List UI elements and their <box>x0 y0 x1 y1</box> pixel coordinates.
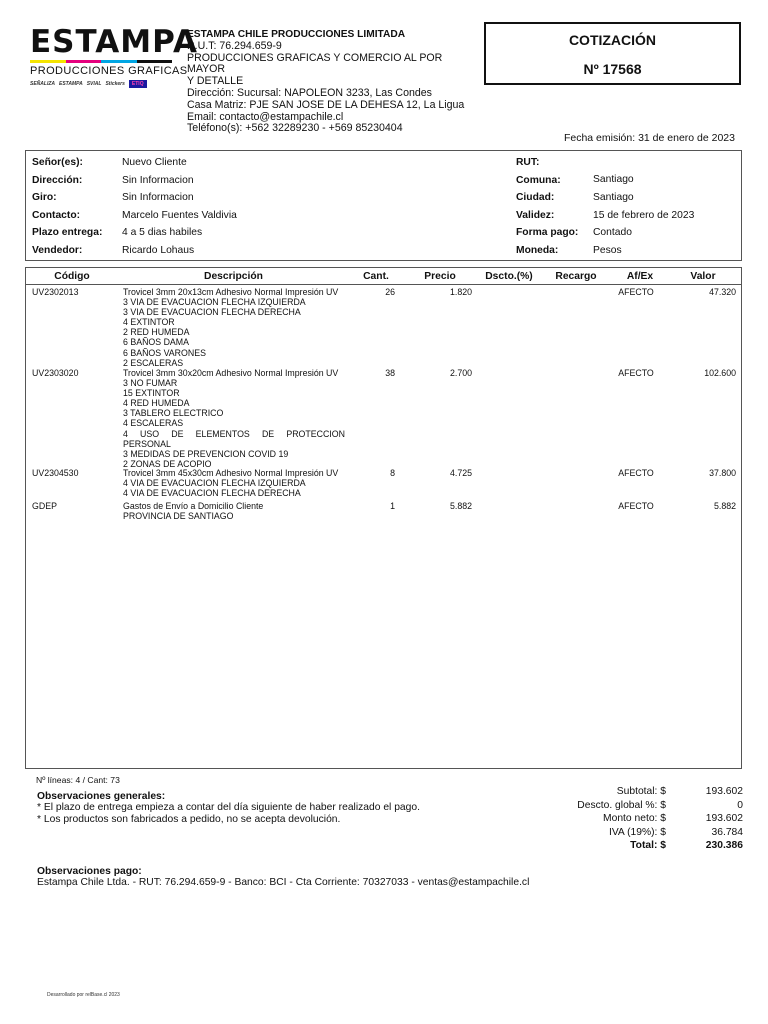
client-info-box <box>25 150 742 261</box>
logo-bar-black <box>137 60 173 63</box>
item-description <box>123 501 345 521</box>
description-line: 6 BAÑOS DAMA <box>123 337 189 348</box>
totals-label: Monto neto: $ <box>603 813 666 825</box>
client-label: Señor(es): <box>32 157 83 168</box>
description-line: Trovicel 3mm 45x30cm Adhesivo Normal Impresión UV <box>123 468 339 478</box>
company-activity: PRODUCCIONES GRAFICAS Y COMERCIO AL POR MAYOR <box>187 51 443 76</box>
item-code: UV2303020 <box>32 368 79 378</box>
totals-value: 36.784 <box>711 826 743 838</box>
totals-label: Subtotal: $ <box>616 786 666 797</box>
brand-logo: SEÑALIZA <box>30 81 55 87</box>
brand-logos <box>30 80 176 88</box>
client-label: RUT: <box>516 157 540 168</box>
client-label: Giro: <box>32 192 57 203</box>
quote-title: COTIZACIÓN <box>568 32 657 48</box>
company-name: ESTAMPA CHILE PRODUCCIONES LIMITADA <box>187 29 406 40</box>
client-value: Nuevo Cliente <box>122 157 187 168</box>
description-line: 4 USO DE ELEMENTOS DE PROTECCION PERSONAL <box>123 428 345 449</box>
description-line: 4 VIA DE EVACUACION FLECHA IZQUIERDA <box>123 478 306 489</box>
description-line: 4 EXTINTOR <box>123 317 175 328</box>
client-label: Forma pago: <box>516 227 579 238</box>
totals-row <box>520 827 743 841</box>
client-value: Sin Informacion <box>122 175 194 186</box>
item-code: UV2302013 <box>32 287 79 297</box>
client-label: Plazo entrega: <box>32 227 103 238</box>
company-rut: R.U.T: 76.294.659-9 <box>187 39 282 52</box>
client-value: 4 a 5 dias habiles <box>122 227 203 238</box>
description-line: 4 ESCALERAS <box>123 418 184 429</box>
brand-logo: ETIQ <box>129 80 147 88</box>
logo-bar-yellow <box>30 60 66 63</box>
item-price: 4.725 <box>449 468 472 478</box>
company-email: Email: contacto@estampachile.cl <box>187 110 344 123</box>
description-line: 3 VIA DE EVACUACION FLECHA IZQUIERDA <box>123 297 306 308</box>
totals-label: IVA (19%): $ <box>608 826 666 838</box>
description-line: 3 VIA DE EVACUACION FLECHA DERECHA <box>123 307 301 318</box>
logo-bar-cyan <box>101 60 137 63</box>
company-branch: Dirección: Sucursal: NAPOLEON 3233, Las Condes <box>187 86 432 99</box>
description-line: 4 RED HUMEDA <box>123 398 190 409</box>
column-header-value: Valor <box>690 271 716 282</box>
observation-note: * El plazo de entrega empieza a contar del día siguiente de haber realizado el pago. <box>37 802 420 813</box>
payment-title: Observaciones pago: <box>37 866 142 877</box>
payment-text: Estampa Chile Ltda. - RUT: 76.294.659-9 - Banco: BCI - Cta Corriente: 70327033 - ventas@estampachile.cl <box>37 877 530 888</box>
description-line: 3 MEDIDAS DE PREVENCION COVID 19 <box>123 448 289 459</box>
logo-bar-magenta <box>66 60 102 63</box>
description-line: Trovicel 3mm 20x13cm Adhesivo Normal Impresión UV <box>123 287 339 297</box>
item-price: 1.820 <box>449 287 472 297</box>
item-description <box>123 368 345 469</box>
brand-logo: ESTAMPA <box>59 81 83 87</box>
column-header-qty: Cant. <box>363 271 389 282</box>
logo-wordmark: ESTAMPA <box>30 24 198 60</box>
items-table <box>25 267 742 769</box>
brand-logo: Stickers <box>105 81 125 87</box>
column-header-code: Código <box>54 271 90 282</box>
client-label: Comuna: <box>516 175 561 186</box>
item-qty: 38 <box>385 368 395 378</box>
logo-color-bar <box>30 60 172 63</box>
item-description <box>123 468 345 498</box>
column-header-discount: Dscto.(%) <box>485 271 533 282</box>
description-line: 2 ESCALERAS <box>123 357 184 368</box>
table-header <box>26 268 741 285</box>
item-value: 102.600 <box>704 368 736 378</box>
totals-row-total <box>520 840 743 854</box>
client-value: Sin Informacion <box>122 192 194 203</box>
item-value: 47.320 <box>709 287 736 297</box>
item-value: 37.800 <box>709 468 736 478</box>
description-line: 15 EXTINTOR <box>123 388 180 399</box>
company-activity-cont: Y DETALLE <box>187 75 244 88</box>
totals-label: Descto. global %: $ <box>577 799 666 811</box>
item-qty: 8 <box>390 468 395 478</box>
description-line: Trovicel 3mm 30x20cm Adhesivo Normal Impresión UV <box>123 368 339 378</box>
footer-credit: Desarrollado por relBase.cl 2023 <box>47 992 120 998</box>
totals-block <box>520 786 743 854</box>
description-line: 6 BAÑOS VARONES <box>123 347 206 358</box>
totals-label: Total: $ <box>630 840 666 852</box>
totals-row <box>520 786 743 800</box>
client-value: Santiago <box>593 174 634 185</box>
totals-row <box>520 813 743 827</box>
item-afex: AFECTO <box>618 287 654 297</box>
totals-value: 0 <box>737 799 743 811</box>
column-header-afex: Af/Ex <box>626 271 654 282</box>
description-line: Gastos de Envío a Domicilio Cliente <box>123 501 264 511</box>
issue-date: Fecha emisión: 31 de enero de 2023 <box>563 132 735 144</box>
description-line: 3 NO FUMAR <box>123 378 178 389</box>
item-code: UV2304530 <box>32 468 79 478</box>
item-qty: 26 <box>385 287 395 297</box>
company-phones: Teléfono(s): +562 32289230 - +569 85230404 <box>187 122 403 135</box>
totals-value: 193.602 <box>705 813 743 825</box>
company-main-office: Casa Matriz: PJE SAN JOSE DE LA DEHESA 12, La Ligua <box>187 98 465 111</box>
description-line: 2 RED HUMEDA <box>123 327 190 338</box>
client-label: Dirección: <box>32 175 83 186</box>
client-value: 15 de febrero de 2023 <box>593 210 695 221</box>
description-line: 2 ZONAS DE ACOPIO <box>123 458 212 469</box>
client-value: Ricardo Lohaus <box>122 245 195 256</box>
column-header-description: Descripción <box>204 271 263 282</box>
item-afex: AFECTO <box>618 468 654 478</box>
client-label: Vendedor: <box>32 245 83 256</box>
totals-value: 193.602 <box>705 786 743 797</box>
description-line: PROVINCIA DE SANTIAGO <box>123 511 234 522</box>
company-info <box>187 29 482 135</box>
client-label: Moneda: <box>516 245 559 256</box>
observation-note: * Los productos son fabricados a pedido, no se acepta devolución. <box>37 814 341 825</box>
logo-subtitle: PRODUCCIONES GRAFICAS <box>30 65 188 77</box>
observations-title: Observaciones generales: <box>37 791 166 802</box>
item-code: GDEP <box>32 501 57 511</box>
item-afex: AFECTO <box>618 501 654 511</box>
column-header-surcharge: Recargo <box>555 271 597 282</box>
totals-value: 230.386 <box>705 840 743 852</box>
totals-row <box>520 800 743 814</box>
client-label: Ciudad: <box>516 192 555 203</box>
client-label: Contacto: <box>32 210 81 221</box>
company-logo <box>30 24 198 88</box>
client-value: Marcelo Fuentes Valdivia <box>122 210 237 221</box>
column-header-price: Precio <box>424 271 456 282</box>
lines-count: Nº líneas: 4 / Cant: 73 <box>36 775 120 785</box>
item-description <box>123 287 345 368</box>
description-line: 3 TABLERO ELECTRICO <box>123 408 224 419</box>
client-value: Santiago <box>593 192 634 203</box>
client-label: Validez: <box>516 210 555 221</box>
item-price: 2.700 <box>449 368 472 378</box>
item-qty: 1 <box>390 501 395 511</box>
item-value: 5.882 <box>713 501 736 511</box>
quote-number: Nº 17568 <box>583 61 642 77</box>
item-price: 5.882 <box>449 501 472 511</box>
client-value: Pesos <box>593 245 622 256</box>
client-value: Contado <box>593 227 632 238</box>
item-afex: AFECTO <box>618 368 654 378</box>
quote-box <box>484 22 741 85</box>
brand-logo: SVIAL <box>86 81 102 87</box>
description-line: 4 VIA DE EVACUACION FLECHA DERECHA <box>123 488 301 499</box>
